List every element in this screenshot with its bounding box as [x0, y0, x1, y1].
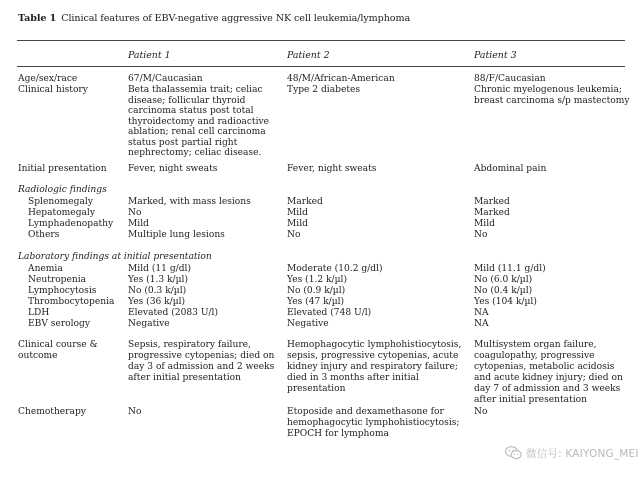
section-laboratory: Laboratory findings at initial presentation: [18, 252, 212, 262]
cell-lymphocytosis-p1: No (0.3 k/µl): [128, 286, 187, 296]
cell-presentation-p3: Abdominal pain: [474, 164, 547, 174]
cell-lymphocytosis-p2: No (0.9 k/µl): [287, 286, 346, 296]
row-label-splenomegaly: Splenomegaly: [28, 197, 93, 207]
cell-thrombocytopenia-p2: Yes (47 k/µl): [287, 297, 345, 307]
cell-demographics-p3: 88/F/Caucasian: [474, 74, 546, 84]
cell-history-p1-line: disease; follicular thyroid: [128, 95, 246, 106]
cell-splenomegaly-p2: Marked: [287, 197, 323, 207]
cell-history-p1-line: ablation; renal cell carcinoma: [128, 127, 266, 137]
cell-neutropenia-p2: Yes (1.2 k/µl): [287, 275, 347, 285]
row-label-course-line: outcome: [18, 351, 58, 361]
table-title: Clinical features of EBV-negative aggressive NK cell leukemia/lymphoma: [61, 13, 411, 24]
row-label-lymphadenopathy: Lymphadenopathy: [28, 219, 114, 229]
row-label-ebv-serology: EBV serology: [28, 319, 90, 329]
header-patient-2: Patient 2: [287, 50, 330, 61]
cell-neutropenia-p3: No (6.0 k/µl): [474, 275, 533, 285]
cell-ebv-p1: Negative: [128, 319, 170, 329]
cell-hepatomegaly-p1: No: [128, 208, 142, 218]
wechat-watermark: [505, 445, 639, 461]
cell-course-p2-line: sepsis, progressive cytopenias, acute: [287, 351, 459, 361]
cell-ldh-p2: Elevated (748 U/l): [287, 308, 372, 318]
header-patient-1: Patient 1: [128, 50, 171, 61]
cell-course-p3-line: coagulopathy, progressive: [474, 351, 595, 361]
row-label-course-line: Clinical course &: [18, 340, 98, 350]
cell-history-p2: Type 2 diabetes: [287, 85, 361, 95]
wechat-icon: [505, 446, 522, 460]
row-label-chemotherapy: Chemotherapy: [18, 407, 86, 417]
cell-course-p1-line: after initial presentation: [128, 373, 241, 383]
cell-presentation-p2: Fever, night sweats: [287, 164, 377, 174]
cell-hepatomegaly-p2: Mild: [287, 208, 308, 218]
cell-chemo-p2-line: EPOCH for lymphoma: [287, 429, 389, 439]
row-label-neutropenia: Neutropenia: [28, 275, 87, 285]
cell-history-p3-line: breast carcinoma s/p mastectomy: [474, 95, 630, 106]
cell-presentation-p1: Fever, night sweats: [128, 164, 218, 174]
row-label-anemia: Anemia: [28, 264, 63, 274]
cell-demographics-p1: 67/M/Caucasian: [128, 74, 203, 84]
cell-course-p2-line: Hemophagocytic lymphohistiocytosis,: [287, 340, 462, 350]
cell-history-p1-line: thyroidectomy and radioactive: [128, 116, 270, 127]
cell-thrombocytopenia-p1: Yes (36 k/µl): [128, 297, 186, 307]
cell-splenomegaly-p1: Marked, with mass lesions: [128, 197, 251, 207]
cell-course-p3-line: Multisystem organ failure,: [474, 340, 597, 350]
cell-history-p3-line: Chronic myelogenous leukemia;: [474, 85, 622, 95]
row-label-thrombocytopenia: Thrombocytopenia: [28, 297, 115, 307]
header-patient-3: Patient 3: [474, 50, 517, 61]
cell-lymphadenopathy-p2: Mild: [287, 219, 308, 229]
cell-others-p1: Multiple lung lesions: [128, 230, 225, 240]
cell-history-p1-line: carcinoma status post total: [128, 106, 254, 116]
cell-anemia-p3: Mild (11.1 g/dl): [474, 264, 546, 274]
cell-course-p3-line: and acute kidney injury; died on: [474, 373, 623, 383]
cell-ebv-p2: Negative: [287, 319, 329, 329]
cell-history-p1-line: status post partial right: [128, 137, 238, 148]
cell-course-p1-line: progressive cytopenias; died on: [128, 351, 275, 361]
row-label-lymphocytosis: Lymphocytosis: [28, 286, 97, 296]
cell-course-p1-line: Sepsis, respiratory failure,: [128, 340, 251, 350]
row-label-demographics: Age/sex/race: [18, 74, 78, 84]
cell-history-p1-line: nephrectomy; celiac disease.: [128, 148, 262, 158]
cell-chemo-p1: No: [128, 407, 142, 417]
row-label-hepatomegaly: Hepatomegaly: [28, 208, 95, 218]
cell-others-p3: No: [474, 230, 488, 240]
row-label-history: Clinical history: [18, 85, 88, 95]
cell-chemo-p2-line: Etoposide and dexamethasone for: [287, 407, 444, 417]
row-label-ldh: LDH: [28, 308, 50, 318]
cell-course-p3-line: cytopenias, metabolic acidosis: [474, 362, 615, 372]
cell-splenomegaly-p3: Marked: [474, 197, 510, 207]
cell-course-p1-line: day 3 of admission and 2 weeks: [128, 362, 275, 372]
table-number: Table 1: [18, 13, 57, 24]
cell-lymphadenopathy-p3: Mild: [474, 219, 495, 229]
cell-course-p2-line: kidney injury and respiratory failure;: [287, 362, 458, 372]
section-radiologic: Radiologic findings: [18, 185, 107, 195]
cell-course-p2-line: died in 3 months after initial: [287, 373, 419, 383]
cell-others-p2: No: [287, 230, 301, 240]
row-label-others: Others: [28, 230, 60, 240]
cell-lymphocytosis-p3: No (0.4 k/µl): [474, 286, 533, 296]
cell-ldh-p3: NA: [474, 308, 489, 318]
cell-hepatomegaly-p3: Marked: [474, 208, 510, 218]
cell-ldh-p1: Elevated (2083 U/l): [128, 308, 219, 318]
table-top-rule: [17, 40, 625, 41]
cell-anemia-p1: Mild (11 g/dl): [128, 264, 192, 274]
table-header-rule: [17, 66, 625, 67]
cell-thrombocytopenia-p3: Yes (104 k/µl): [474, 297, 537, 307]
cell-course-p2-line: presentation: [287, 384, 346, 394]
cell-lymphadenopathy-p1: Mild: [128, 219, 149, 229]
cell-ebv-p3: NA: [474, 319, 489, 329]
row-label-presentation: Initial presentation: [18, 164, 107, 174]
cell-neutropenia-p1: Yes (1.3 k/µl): [128, 275, 188, 285]
table-caption: [18, 13, 410, 24]
cell-course-p3-line: day 7 of admission and 3 weeks: [474, 384, 621, 394]
cell-demographics-p2: 48/M/African-American: [287, 74, 395, 84]
cell-anemia-p2: Moderate (10.2 g/dl): [287, 264, 383, 274]
cell-course-p3-line: after initial presentation: [474, 395, 587, 405]
cell-chemo-p2-line: hemophagocytic lymphohistiocytosis;: [287, 418, 460, 428]
watermark-text: 微信号: KAIYONG_MEI: [526, 447, 639, 460]
cell-history-p1-line: Beta thalassemia trait; celiac: [128, 85, 263, 95]
cell-chemo-p3: No: [474, 407, 488, 417]
